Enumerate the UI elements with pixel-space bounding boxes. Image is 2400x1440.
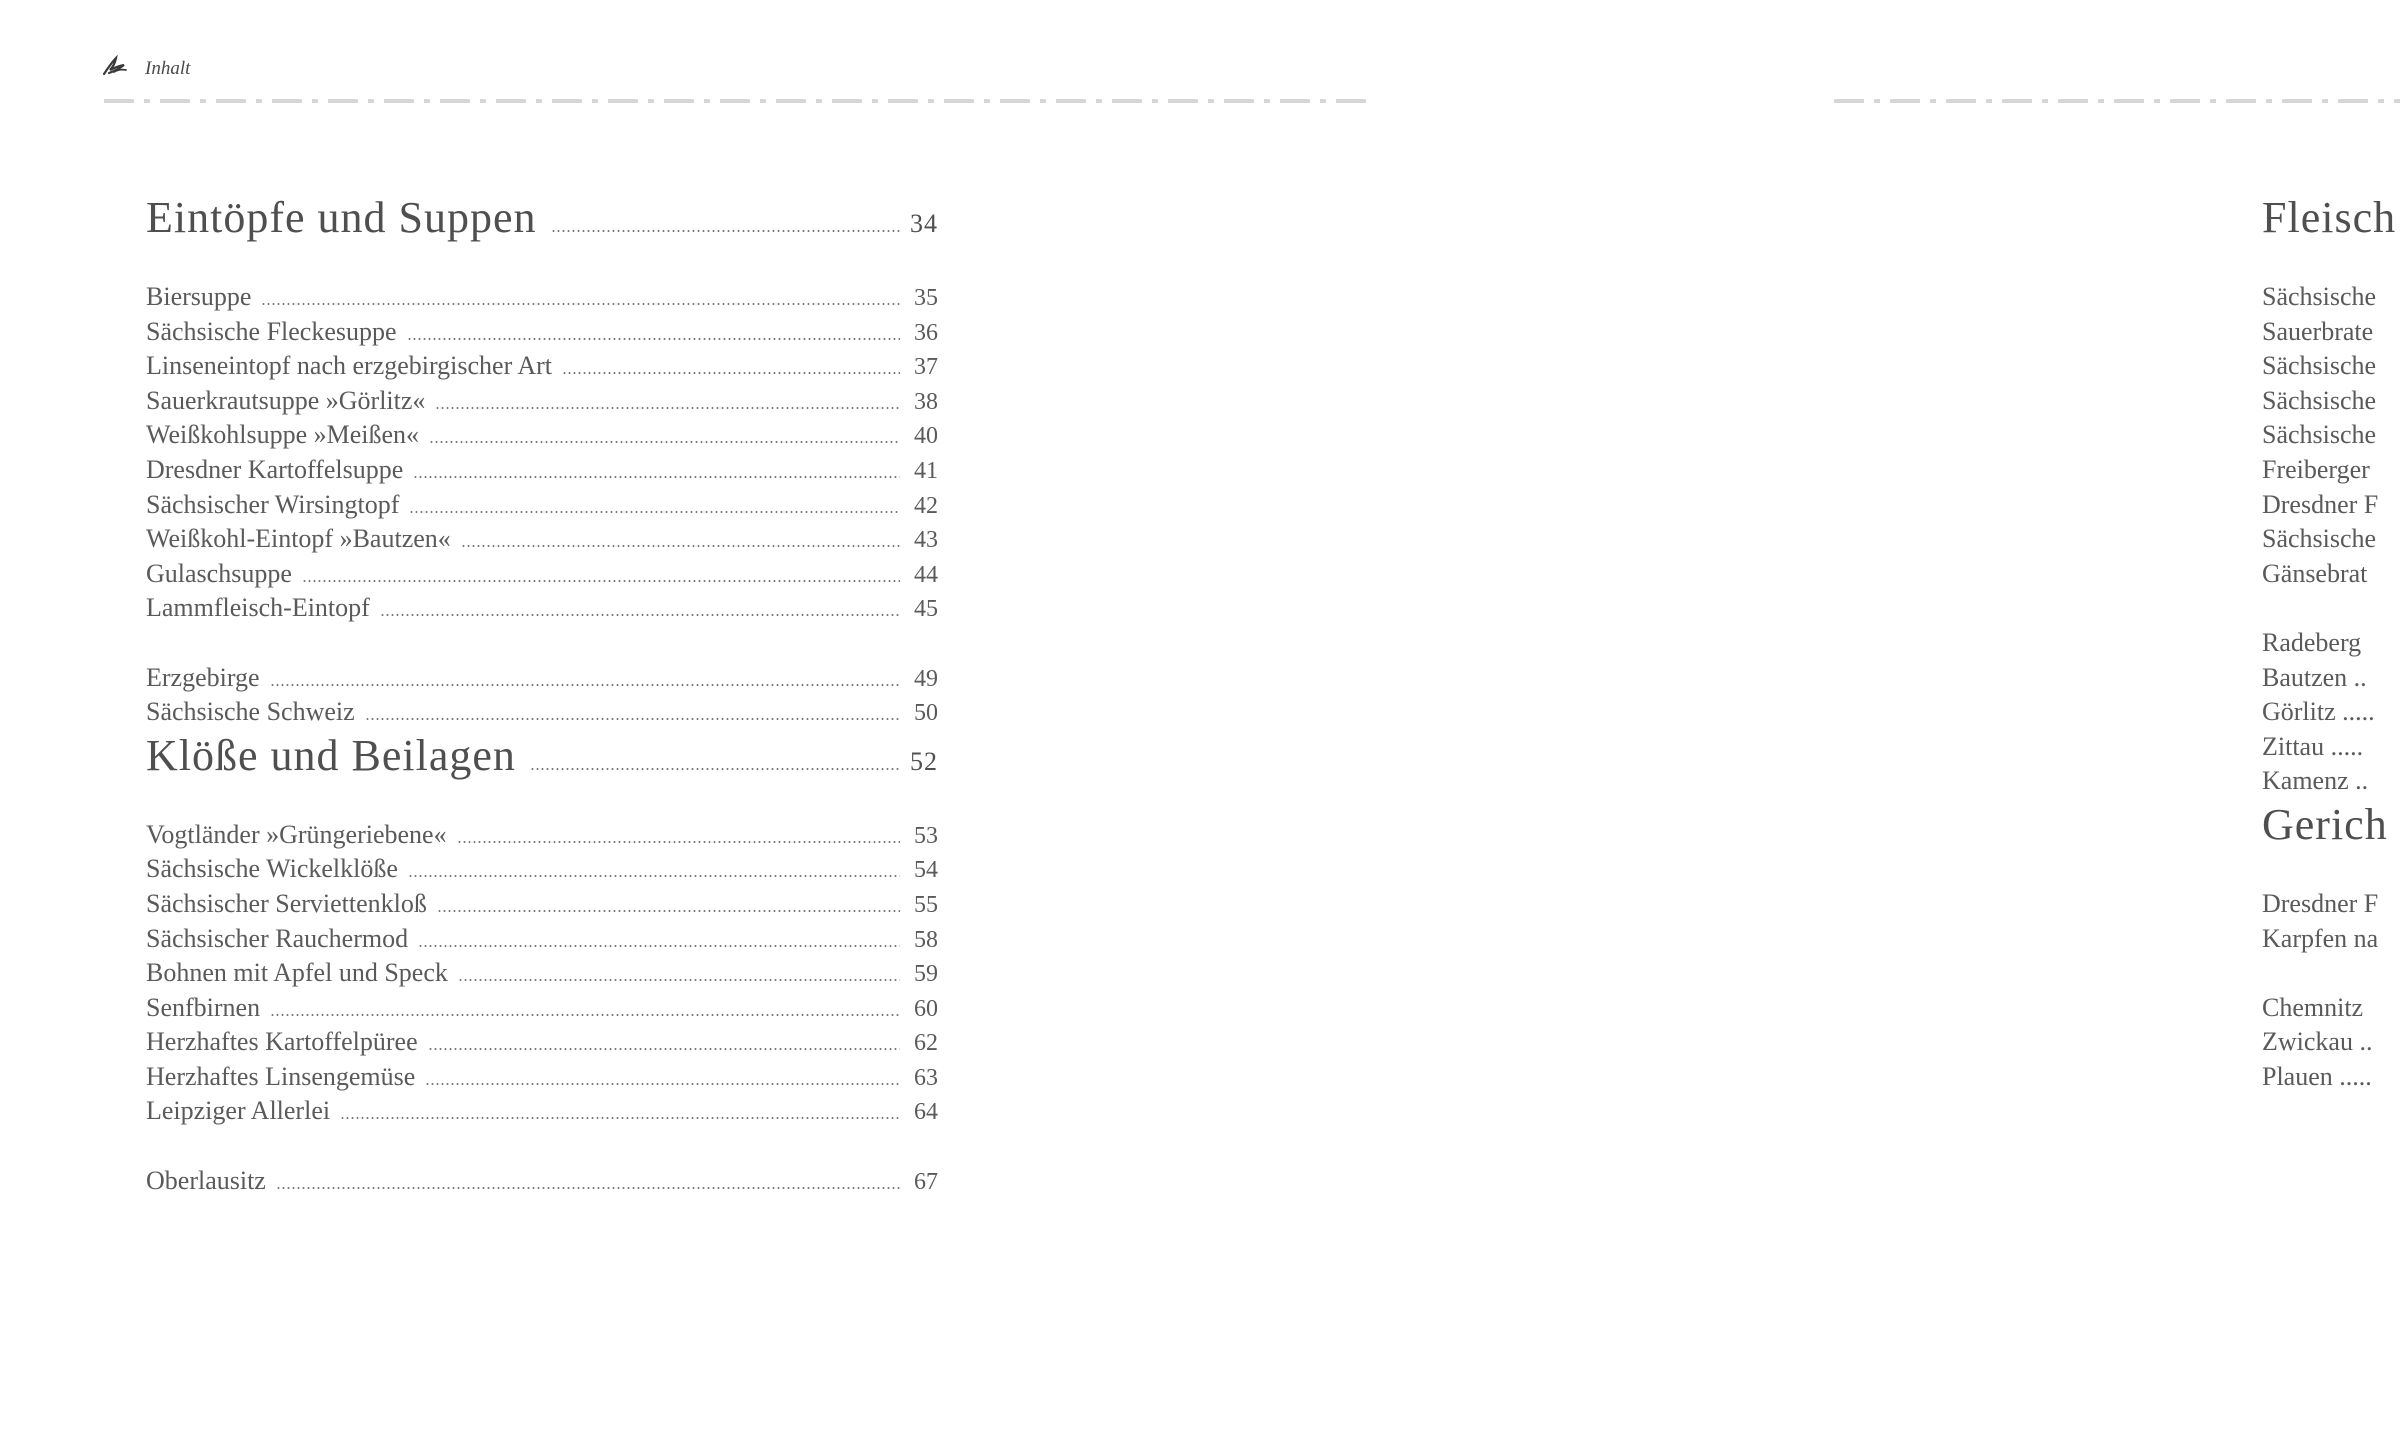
entry-label: Sächsische Wickelklöße [146,854,398,884]
entry-label: Vogtländer »Grüngeriebene« [146,819,447,849]
header-label: Inhalt [145,58,191,79]
dot-leader [428,1048,900,1050]
header-rule-left [104,99,1370,103]
toc-entry [2262,695,2400,730]
toc-entry [2262,453,2400,488]
page-number: 55 [914,891,938,918]
section-title-text: Gerich [2262,799,2388,849]
toc-entry [2262,418,2400,453]
entry-label: Kamenz .. [2262,766,2369,796]
group-spacer [146,1129,938,1164]
entry-label: Freiberger [2262,454,2370,484]
entry-label: Sächsische Schweiz [146,697,355,727]
section-title [146,730,938,796]
toc-entry [2262,280,2400,315]
entry-label: Sächsische [2262,420,2377,450]
dot-leader [429,441,900,443]
dot-leader [408,875,900,877]
toc-entry [2262,522,2400,557]
page-number: 34 [910,209,938,238]
dot-leader [425,1083,900,1085]
toc-entry [146,1025,938,1060]
entry-label: Zwickau .. [2262,1027,2373,1057]
page-number: 62 [914,1030,938,1057]
entry-label: Radeberg [2262,627,2362,657]
toc-entry [2262,1025,2400,1060]
section-title-text: Fleisch [2262,193,2397,242]
page-number: 38 [914,388,938,415]
page-number: 45 [914,596,938,623]
dot-leader [435,407,900,409]
entry-label: Leipziger Allerlei [146,1096,331,1126]
page-number: 40 [914,423,938,450]
dot-leader [270,1014,900,1016]
entry-label: Dresdner F [2262,489,2379,519]
entry-label: Sächsischer Serviettenkloß [146,888,427,918]
toc-entry [146,384,938,419]
toc-entry [2262,349,2400,384]
dot-leader [418,945,900,947]
toc-entry [146,695,938,730]
dot-leader [276,1187,900,1189]
entry-label: Herzhaftes Linsengemüse [146,1061,416,1091]
entry-label: Senfbirnen [146,992,261,1022]
toc-left-column [146,192,938,1198]
toc-entry [146,1094,938,1129]
toc-entry [146,852,938,887]
toc-entry [2262,922,2400,957]
entry-label: Sächsische [2262,524,2377,554]
entry-label: Lammfleisch-Eintopf [146,593,370,623]
toc-entry [146,488,938,523]
dot-leader [409,511,900,513]
toc-entry [146,418,938,453]
toc-entry [2262,764,2400,799]
header-rule-right [1834,99,2400,103]
feather-quill-icon [100,54,130,80]
group-spacer [2262,591,2400,626]
page-number: 43 [914,527,938,554]
page-number: 37 [914,354,938,381]
page-number: 53 [914,822,938,849]
dot-leader [380,614,900,616]
toc-entry [146,887,938,922]
entry-label: Sächsische [2262,282,2377,311]
page-number: 59 [914,961,938,988]
toc-entry [2262,991,2400,1026]
entry-label: Sauerbrate [2262,316,2374,346]
page-number: 54 [914,857,938,884]
toc-entry [2262,557,2400,592]
entry-label: Chemnitz [2262,992,2364,1022]
page-number: 67 [914,1168,938,1195]
entry-label: Dresdner F [2262,888,2379,918]
entry-label: Linseneintopf nach erzgebirgischer Art [146,351,552,381]
page-number: 35 [914,285,938,311]
toc-entry [2262,661,2400,696]
page-number: 42 [914,492,938,519]
dot-leader [530,768,900,770]
entry-label: Sächsische Fleckesuppe [146,316,397,346]
dot-leader [461,545,900,547]
section-title-text: Eintöpfe und Suppen [146,193,537,242]
entry-label: Bautzen .. [2262,662,2367,692]
entry-label: Sächsischer Rauchermod [146,923,409,953]
dot-leader [551,230,900,232]
toc-entry [2262,626,2400,661]
dot-leader [458,979,900,981]
entry-label: Dresdner Kartoffelsuppe [146,454,404,484]
toc-entry [2262,730,2400,765]
entry-label: Gulaschsuppe [146,558,292,588]
toc-entry [146,349,938,384]
toc-entry [146,922,938,957]
entry-label: Biersuppe [146,282,252,311]
entry-label: Karpfen na [2262,923,2379,953]
page-number: 63 [914,1064,938,1091]
toc-entry [2262,315,2400,350]
page-number: 58 [914,926,938,953]
entry-label: Weißkohl-Eintopf »Bautzen« [146,524,451,554]
toc-entry [2262,1060,2400,1095]
dot-leader [365,718,900,720]
toc-entry [146,956,938,991]
toc-entry [146,453,938,488]
toc-entry [146,991,938,1026]
dot-leader [261,303,900,305]
section-title-text: Klöße und Beilagen [146,730,516,780]
toc-entry [2262,488,2400,523]
entry-label: Plauen ..... [2262,1061,2372,1091]
entry-label: Sächsische [2262,351,2377,381]
dot-leader [407,338,900,340]
entry-label: Sächsische [2262,385,2377,415]
entry-label: Oberlausitz [146,1165,266,1195]
page-number: 36 [914,319,938,346]
section-title [2262,799,2400,865]
dot-leader [413,476,900,478]
toc-entry [146,280,938,315]
page-number: 44 [914,561,938,588]
toc-entry [146,315,938,350]
dot-leader [562,372,900,374]
page-number: 52 [910,746,938,776]
toc-entry [146,557,938,592]
dot-leader [270,684,900,686]
toc-entry [146,661,938,696]
group-spacer [2262,956,2400,991]
entry-label: Görlitz ..... [2262,697,2375,727]
page-number: 50 [914,700,938,727]
entry-label: Sächsischer Wirsingtopf [146,489,400,519]
dot-leader [340,1117,900,1119]
group-spacer [146,626,938,661]
entry-label: Bohnen mit Apfel und Speck [146,958,448,988]
entry-label: Herzhaftes Kartoffelpüree [146,1027,418,1057]
page-number: 64 [914,1099,938,1126]
toc-entry [146,591,938,626]
toc-entry [2262,887,2400,922]
entry-label: Zittau ..... [2262,731,2364,761]
entry-label: Sauerkrautsuppe »Görlitz« [146,385,426,415]
toc-entry [146,1164,938,1199]
page-number: 41 [914,457,938,484]
page-number: 60 [914,995,938,1022]
toc-entry [146,1060,938,1095]
entry-label: Erzgebirge [146,662,260,692]
toc-entry [146,522,938,557]
page-number: 49 [914,665,938,692]
section-title [2262,192,2400,258]
toc-entry [2262,384,2400,419]
toc-entry [146,818,938,853]
dot-leader [457,841,900,843]
entry-label: Weißkohlsuppe »Meißen« [146,420,420,450]
toc-right-column [2262,192,2400,1094]
dot-leader [437,910,900,912]
section-title [146,192,938,258]
entry-label: Gänsebrat [2262,558,2368,588]
dot-leader [302,580,900,582]
